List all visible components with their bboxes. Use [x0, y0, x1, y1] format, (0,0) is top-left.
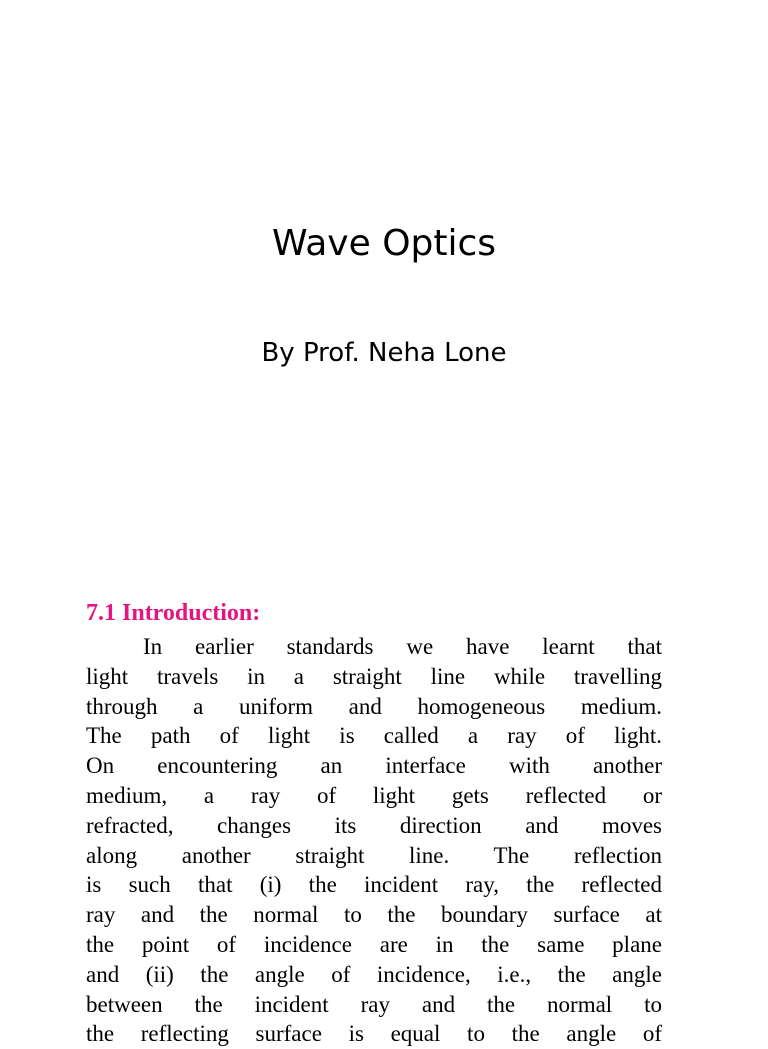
body-line: is such that (i) the incident ray, the reflected	[86, 872, 662, 898]
body-line: the point of incidence are in the same plane	[86, 931, 662, 957]
document-title: Wave Optics	[271, 223, 497, 264]
body-line: medium, a ray of light gets reflected or	[86, 782, 662, 808]
body-line: The path of light is called a ray of light.	[86, 723, 662, 749]
body-line: In earlier standards we have learnt that	[143, 634, 662, 659]
body-line: the reflecting surface is equal to the angle of	[86, 1021, 662, 1047]
document-author: By Prof. Neha Lone	[261, 338, 507, 368]
body-line: along another straight line. The reflection	[86, 842, 662, 868]
textbook-excerpt	[86, 598, 662, 1049]
body-line: between the incident ray and the normal to	[86, 991, 662, 1017]
body-line: refracted, changes its direction and moves	[86, 812, 662, 838]
body-line: through a uniform and homogeneous medium.	[86, 693, 662, 719]
body-line: and (ii) the angle of incidence, i.e., the angle	[86, 961, 662, 987]
body-line: On encountering an interface with another	[86, 753, 662, 779]
section-heading: 7.1 Introduction:	[86, 600, 261, 626]
body-line: ray and the normal to the boundary surface at	[86, 902, 662, 928]
section-body	[86, 632, 662, 1049]
body-line: light travels in a straight line while travelling	[86, 663, 662, 689]
